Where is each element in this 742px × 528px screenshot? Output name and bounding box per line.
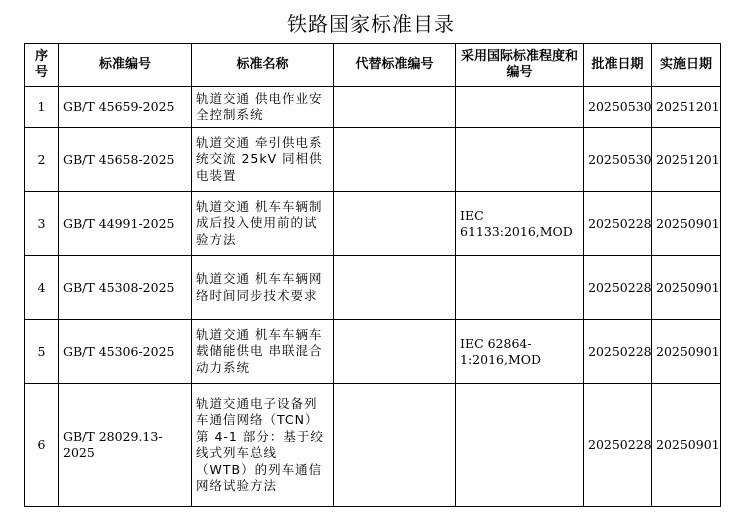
standards-table <box>24 43 721 507</box>
cell-adopt: IEC 62864-1:2016,MOD <box>456 320 584 384</box>
table-row <box>25 128 721 192</box>
cell-approve: 20250228 <box>584 256 652 320</box>
header-name: 标准名称 <box>192 44 334 87</box>
cell-code: GB/T 45658-2025 <box>59 128 192 192</box>
cell-code: GB/T 44991-2025 <box>59 192 192 256</box>
cell-implement: 20250901 <box>652 256 721 320</box>
cell-code: GB/T 45308-2025 <box>59 256 192 320</box>
cell-adopt <box>456 128 584 192</box>
table-row <box>25 192 721 256</box>
cell-name: 轨道交通 机车车辆车载储能供电 串联混合动力系统 <box>192 320 334 384</box>
cell-replace <box>334 87 456 128</box>
cell-name: 轨道交通 机车车辆制成后投入使用前的试验方法 <box>192 192 334 256</box>
table-row <box>25 256 721 320</box>
cell-approve: 20250228 <box>584 192 652 256</box>
cell-adopt <box>456 256 584 320</box>
cell-seq: 3 <box>25 192 59 256</box>
header-replace: 代替标准编号 <box>334 44 456 87</box>
cell-seq: 2 <box>25 128 59 192</box>
cell-replace <box>334 128 456 192</box>
cell-approve: 20250228 <box>584 320 652 384</box>
cell-approve: 20250228 <box>584 384 652 507</box>
cell-implement: 20251201 <box>652 128 721 192</box>
cell-seq: 4 <box>25 256 59 320</box>
cell-adopt <box>456 87 584 128</box>
cell-seq: 5 <box>25 320 59 384</box>
cell-name: 轨道交通 牵引供电系统交流 25kV 同相供电装置 <box>192 128 334 192</box>
header-implement: 实施日期 <box>652 44 721 87</box>
cell-approve: 20250530 <box>584 128 652 192</box>
cell-implement: 20250901 <box>652 320 721 384</box>
cell-name: 轨道交通 供电作业安全控制系统 <box>192 87 334 128</box>
cell-adopt: IEC 61133:2016,MOD <box>456 192 584 256</box>
page-title: 铁路国家标准目录 <box>287 12 455 36</box>
header-approve: 批准日期 <box>584 44 652 87</box>
cell-implement: 20250901 <box>652 192 721 256</box>
cell-replace <box>334 320 456 384</box>
cell-seq: 1 <box>25 87 59 128</box>
header-seq: 序号 <box>25 44 59 87</box>
cell-code: GB/T 45306-2025 <box>59 320 192 384</box>
cell-replace <box>334 192 456 256</box>
cell-implement: 20250901 <box>652 384 721 507</box>
table-row <box>25 320 721 384</box>
header-row <box>25 44 721 87</box>
cell-seq: 6 <box>25 384 59 507</box>
cell-code: GB/T 28029.13-2025 <box>59 384 192 507</box>
cell-replace <box>334 256 456 320</box>
cell-replace <box>334 384 456 507</box>
cell-approve: 20250530 <box>584 87 652 128</box>
header-adopt: 采用国际标准程度和编号 <box>456 44 584 87</box>
cell-name: 轨道交通 机车车辆网络时间同步技术要求 <box>192 256 334 320</box>
cell-implement: 20251201 <box>652 87 721 128</box>
cell-adopt <box>456 384 584 507</box>
header-code: 标准编号 <box>59 44 192 87</box>
cell-code: GB/T 45659-2025 <box>59 87 192 128</box>
table-row <box>25 87 721 128</box>
cell-name: 轨道交通电子设备列车通信网络（TCN）第 4-1 部分：基于绞线式列车总线（WTB）的列车通信网络试验方法 <box>192 384 334 507</box>
table-row <box>25 384 721 507</box>
